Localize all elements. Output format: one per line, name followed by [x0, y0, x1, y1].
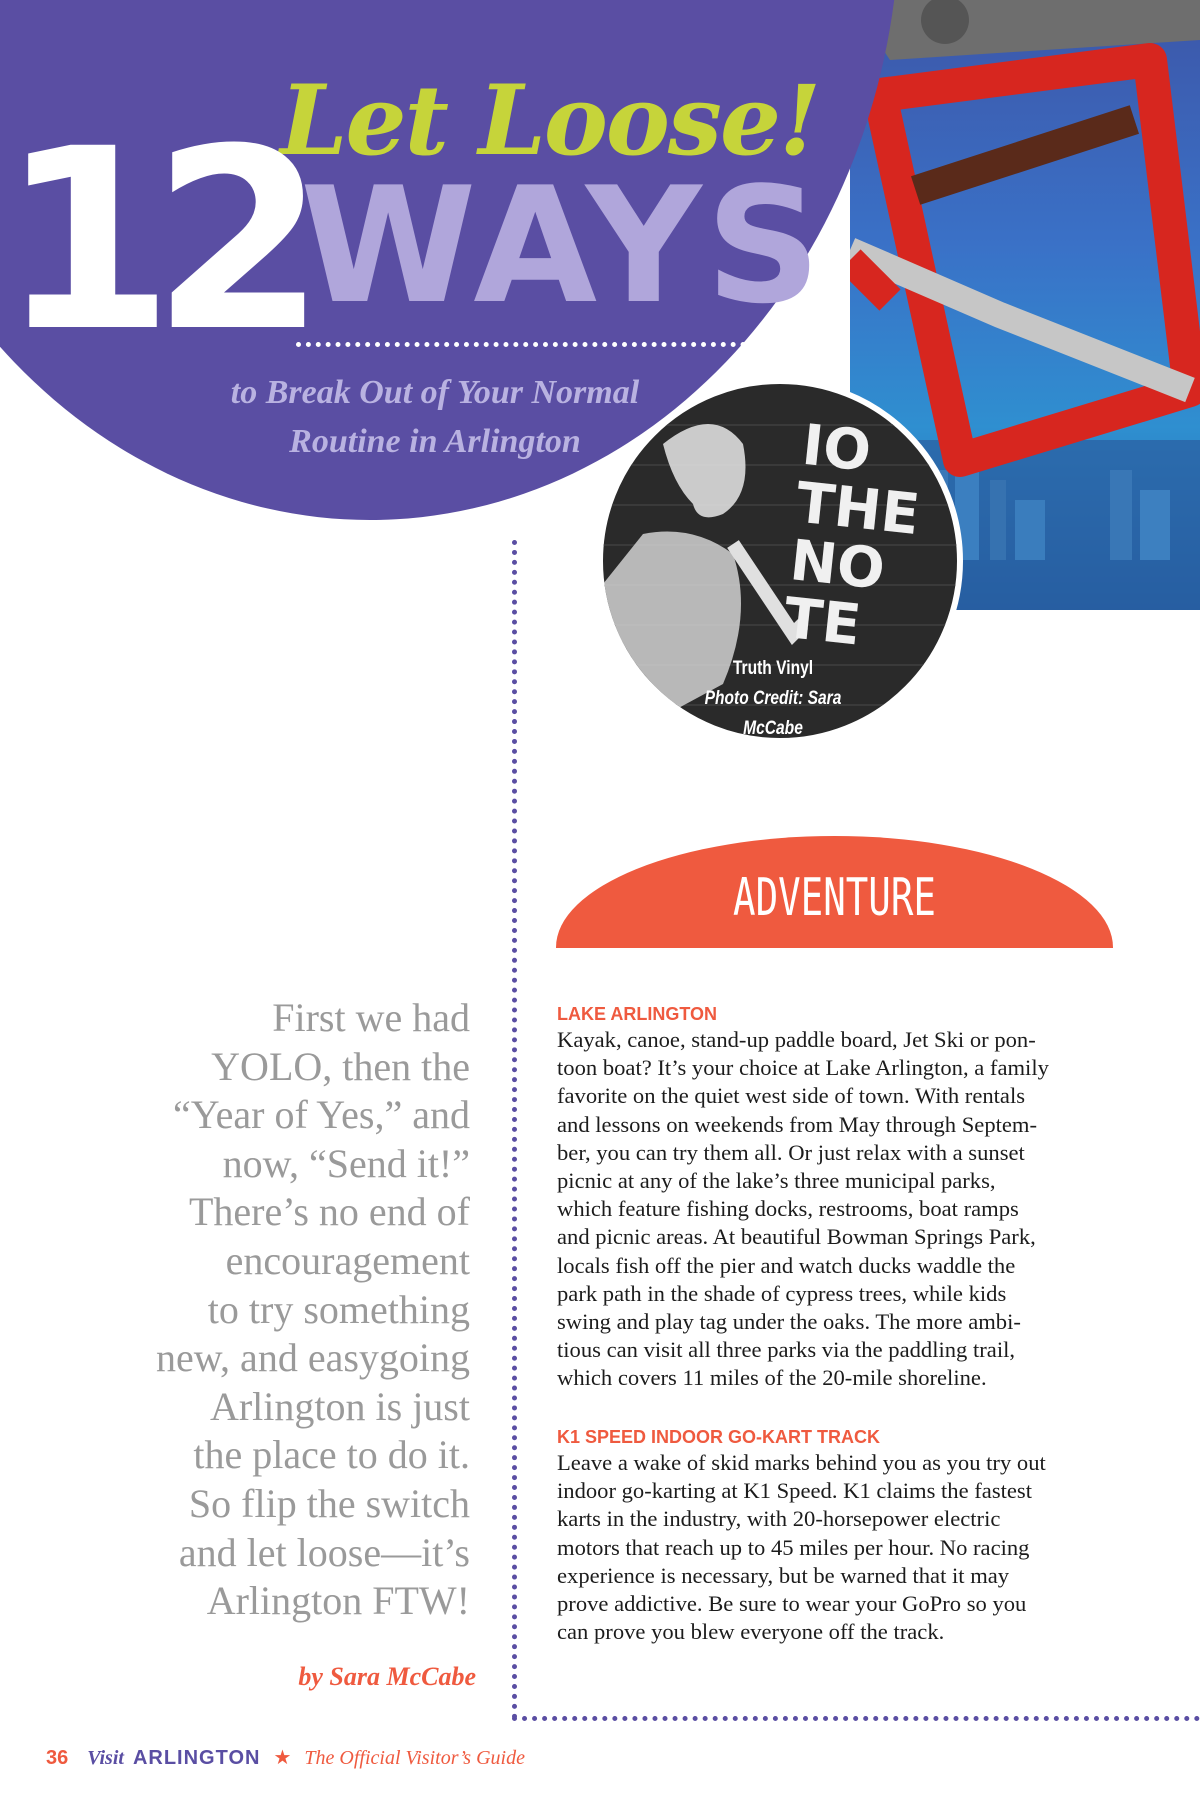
mural-letter: E — [877, 479, 923, 549]
mural-letter: T — [793, 470, 838, 540]
article-line: toon boat? It’s your choice at Lake Arlington, a family — [557, 1055, 1049, 1081]
article-line: tious can visit all three parks via the paddling trail, — [557, 1337, 1016, 1363]
article-line: picnic at any of the lake’s three municipal parks, — [557, 1168, 996, 1194]
author-byline: by Sara McCabe — [298, 1662, 476, 1691]
dotted-divider — [296, 342, 746, 347]
article-heading-k1-speed: K1 SPEED INDOOR GO-KART TRACK — [557, 1427, 881, 1447]
star-icon: ★ — [273, 1747, 292, 1769]
section-label: ADVENTURE — [733, 868, 936, 928]
kicker-title: Let Loose! — [280, 64, 820, 177]
article-line: which feature fishing docks, restrooms, boat ramps — [557, 1196, 1019, 1222]
mural-photo — [597, 378, 963, 744]
intro-line: to try something — [207, 1286, 470, 1332]
article-body-lake-arlington — [557, 1026, 1117, 1393]
mural-letter: I — [799, 412, 827, 480]
footer-visit: Visit — [87, 1747, 124, 1769]
page-number: 36 — [46, 1747, 69, 1769]
intro-line: the place to do it. — [193, 1432, 470, 1478]
intro-line: So flip the switch — [188, 1480, 470, 1526]
article-line: indoor go-karting at K1 Speed. K1 claims the fastest — [557, 1478, 1032, 1504]
article-line: can prove you blew everyone off the track. — [557, 1619, 945, 1645]
mural-letter: N — [787, 528, 841, 598]
article-line: Leave a wake of skid marks behind you as you try out — [557, 1450, 1046, 1475]
caption-title: Truth Vinyl — [732, 658, 814, 679]
mural-letter: O — [819, 414, 875, 485]
column-divider — [512, 540, 517, 1720]
intro-line: Arlington FTW! — [206, 1578, 470, 1624]
mural-letter: E — [818, 589, 864, 659]
intro-line: There’s no end of — [188, 1189, 470, 1235]
article-line: swing and play tag under the oaks. The more ambi- — [557, 1309, 1021, 1335]
mural-letter: H — [831, 474, 885, 545]
article-line: locals fish off the pier and watch ducks waddle the — [557, 1252, 1016, 1278]
intro-line: encouragement — [225, 1237, 470, 1283]
article-line: and picnic areas. At beautiful Bowman Springs Park, — [557, 1224, 1036, 1250]
article-line: and lessons on weekends from May through Septem- — [557, 1111, 1038, 1137]
article-body-k1-speed — [557, 1449, 1117, 1646]
caption-credit: Photo Credit: Sara McCabe — [704, 688, 842, 739]
article-line: experience is necessary, but be warned that it may — [557, 1562, 1010, 1588]
article-heading-lake-arlington: LAKE ARLINGTON — [557, 1004, 717, 1024]
article-line: motors that reach up to 45 miles per hour. No racing — [557, 1534, 1030, 1560]
hero-number: 12 — [0, 95, 304, 386]
subtitle-line-1: to Break Out of Your Normal — [230, 374, 640, 411]
article-line: park path in the shade of cypress trees, while kids — [557, 1280, 1007, 1306]
article-line: karts in the industry, with 20-horsepower electric — [557, 1506, 1001, 1532]
intro-line: YOLO, then the — [211, 1043, 470, 1089]
photo-caption — [683, 654, 863, 744]
intro-line: now, “Send it!” — [222, 1140, 470, 1186]
intro-quote — [100, 994, 470, 1626]
article-line: which covers 11 miles of the 20-mile shoreline. — [557, 1365, 987, 1391]
intro-line: new, and easygoing — [156, 1335, 470, 1381]
intro-line: “Year of Yes,” and — [172, 1092, 470, 1138]
footer-guide-title: The Official Visitor’s Guide — [304, 1747, 525, 1769]
intro-line: Arlington is just — [209, 1383, 470, 1429]
article-line: Kayak, canoe, stand-up paddle board, Jet Ski or pon- — [557, 1027, 1036, 1052]
bottom-divider — [512, 1716, 1200, 1721]
mural-letter: T — [780, 585, 826, 655]
intro-line: and let loose—it’s — [178, 1529, 470, 1575]
article-line: prove addictive. Be sure to wear your GoPro so you — [557, 1591, 1027, 1617]
footer-brand: ARLINGTON — [132, 1747, 261, 1769]
article-line: ber, you can try them all. Or just relax with a sunset — [557, 1139, 1025, 1165]
page-footer — [46, 1745, 525, 1770]
hero-title: WAYS — [300, 152, 825, 339]
mural-letter: O — [833, 533, 888, 603]
subtitle-line-2: Routine in Arlington — [289, 423, 581, 460]
intro-line: First we had — [272, 995, 470, 1040]
article-line: favorite on the quiet west side of town. With rentals — [557, 1083, 1026, 1109]
